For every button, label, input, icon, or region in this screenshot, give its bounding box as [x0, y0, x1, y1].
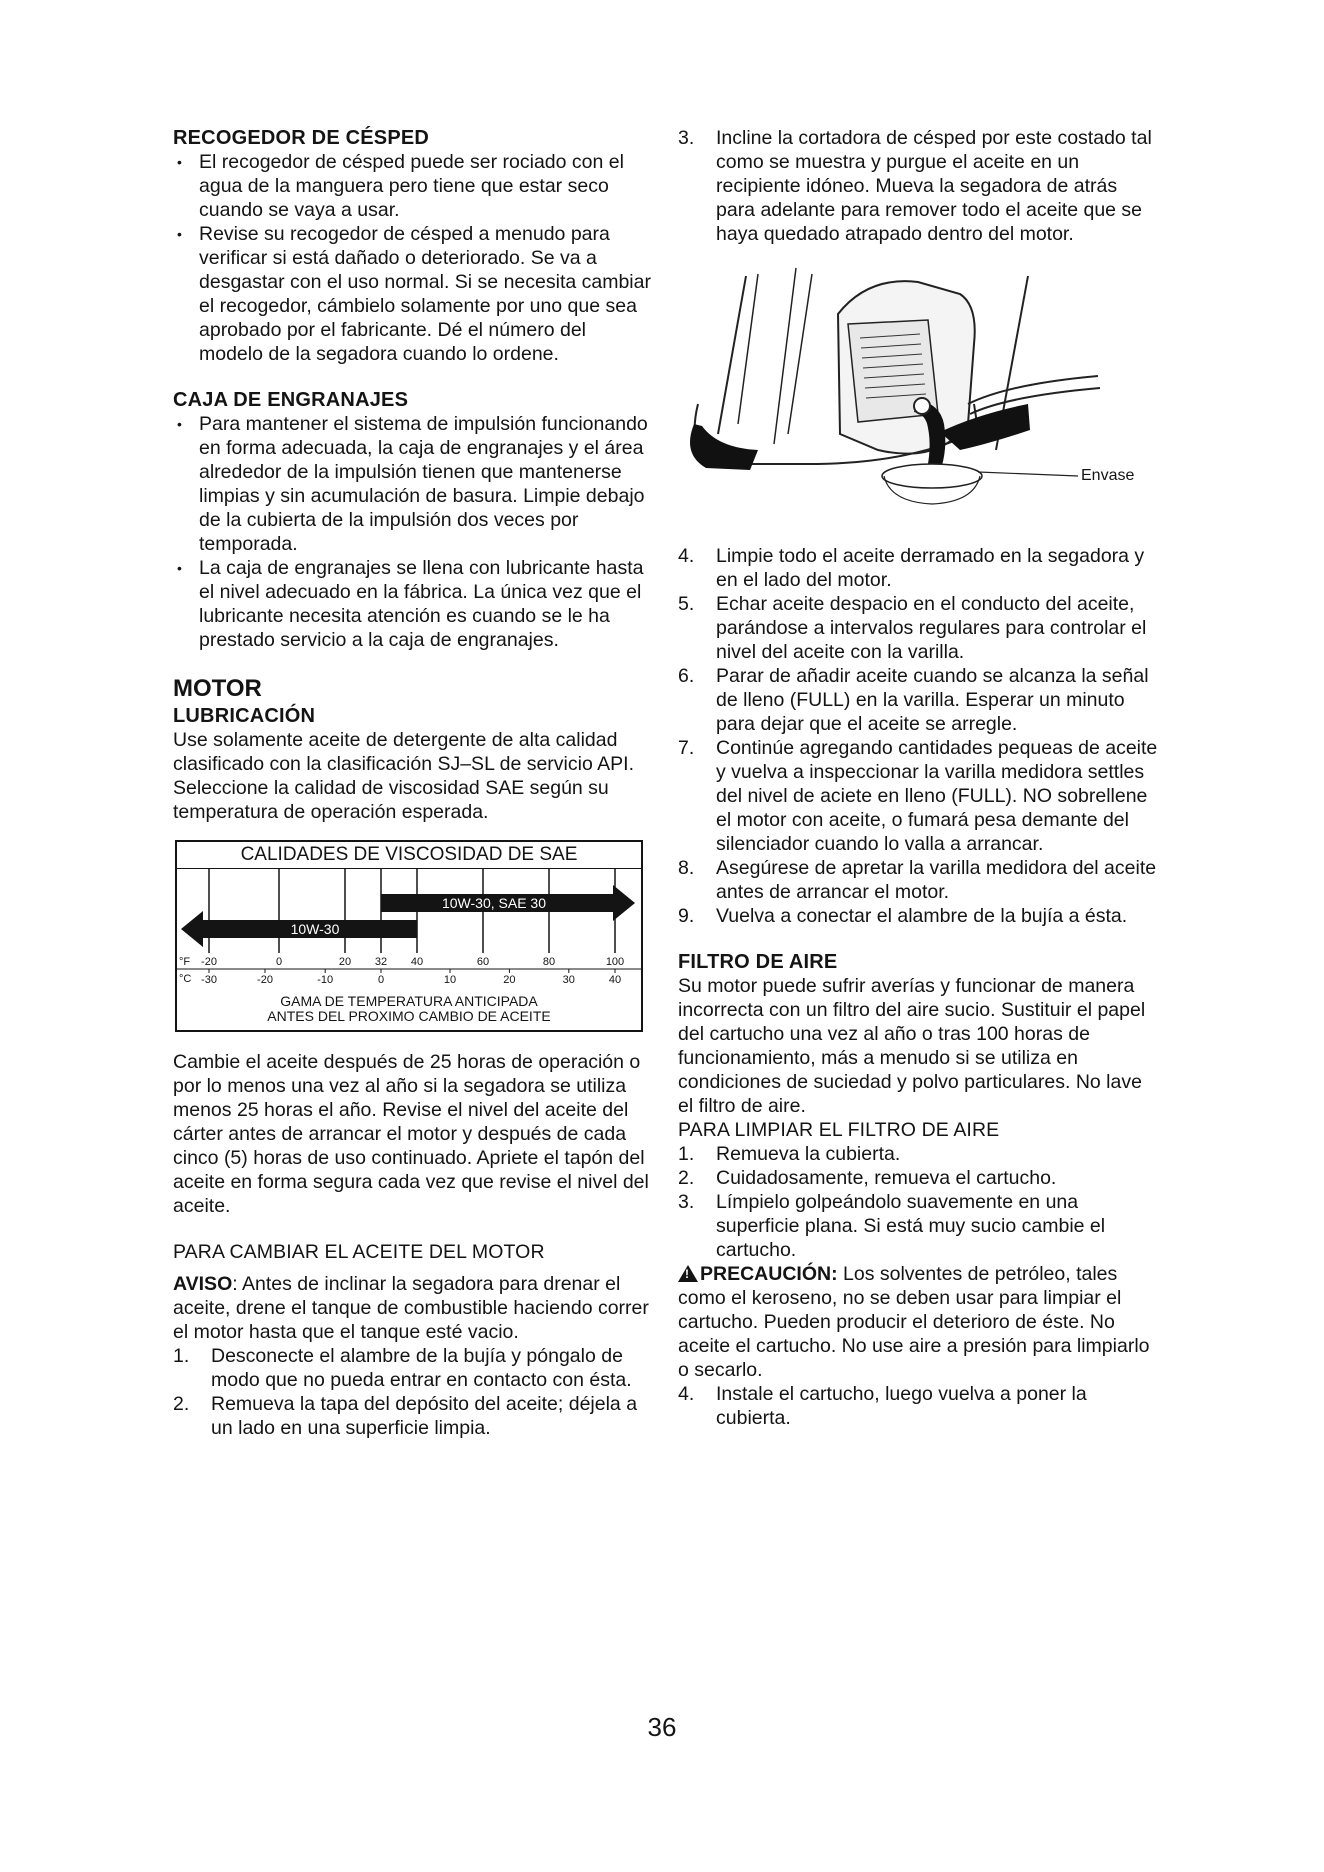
list-item: [678, 1142, 1160, 1166]
page-number: 36: [647, 1712, 677, 1742]
fahrenheit-tick-label: 40: [410, 956, 424, 968]
chart-series-label: 10W-30, SAE 30: [441, 895, 547, 911]
change-oil-steps: [173, 1344, 653, 1440]
grass-bag-section: [173, 126, 653, 366]
change-oil-heading: PARA CAMBIAR EL ACEITE DEL MOTOR: [173, 1241, 545, 1263]
list-item: • El recogedor de césped puede ser rociado con el agua de la manguera pero tiene que estar seco cuando se vaya a usar.: [173, 150, 653, 222]
air-filter-steps: [678, 1142, 1160, 1262]
fahrenheit-tick-label: 32: [374, 956, 388, 968]
notice-paragraph: [173, 1272, 653, 1344]
gearbox-section: [173, 388, 653, 652]
air-filter-heading: FILTRO DE AIRE: [678, 951, 838, 973]
fahrenheit-tick-label: 80: [542, 956, 556, 968]
caution-text: Los solventes de petróleo, tales como el keroseno, no se deben usar para limpiar el cartucho. Pueden producir el deterioro de éste. No aceite el cartucho. No use aire a presión para limpiarlo o secarlo.: [678, 1263, 1150, 1381]
celsius-tick-label: 30: [562, 974, 575, 986]
step-number: 1.: [173, 1345, 190, 1367]
step-number: 7.: [678, 737, 695, 759]
step-number: 2.: [173, 1393, 190, 1415]
step-number: 4.: [678, 1383, 695, 1405]
chart-footer-line: ANTES DEL PROXIMO CAMBIO DE ACEITE: [267, 1008, 551, 1024]
grass-bag-list: [173, 150, 653, 366]
step-text: Remueva la tapa del depósito del aceite; déjela a un lado en una superficie limpia.: [211, 1393, 638, 1439]
step-text: Parar de añadir aceite cuando se alcanza la señal de lleno (FULL) en la varilla. Esperar un minuto para dejar que el aceite se arregle.: [716, 665, 1149, 735]
notice-label: AVISO: [173, 1273, 233, 1295]
step-text: Desconecte el alambre de la bujía y póngalo de modo que no pueda entrar en contacto con ésta.: [211, 1345, 632, 1391]
chart-series-label: 10W-30: [290, 921, 340, 937]
step-number: 4.: [678, 545, 695, 567]
left-column: [173, 126, 653, 1440]
list-item: [678, 856, 1160, 904]
list-item: • La caja de engranajes se llena con lubricante hasta el nivel adecuado en la fábrica. La única vez que el lubricante necesita atención es cuando se le ha prestado servicio a la caja de engranajes.: [173, 556, 653, 652]
gearbox-list: [173, 412, 653, 652]
viscosity-chart-plot: [177, 869, 641, 991]
fahrenheit-tick-label: 20: [338, 956, 352, 968]
celsius-tick-label: -10: [317, 974, 334, 986]
celsius-tick-label: 10: [443, 974, 457, 986]
step-text: Vuelva a conectar el alambre de la bujía a ésta.: [716, 905, 1128, 927]
list-item: • Revise su recogedor de césped a menudo para verificar si está dañado o deteriorado. Se va a desgastar con el uso normal. Si se necesita cambiar el recogedor, cámbielo solamente por uno que sea aprobado por el fabricante. Dé el número del modelo de la segadora cuando lo ordene.: [173, 222, 653, 366]
fahrenheit-unit-label: °F: [179, 956, 191, 968]
step-text: Instale el cartucho, luego vuelva a poner la cubierta.: [716, 1383, 1087, 1429]
fahrenheit-tick-label: 100: [605, 956, 625, 968]
step-text: Remueva la cubierta.: [716, 1143, 901, 1165]
fahrenheit-tick-label: -20: [201, 956, 217, 968]
step-text: Límpielo golpeándolo suavemente en una superficie plana. Si está muy sucio cambie el cartucho.: [716, 1191, 1106, 1261]
celsius-tick-label: 40: [608, 974, 622, 986]
step-number: 1.: [678, 1143, 695, 1165]
gearbox-heading: CAJA DE ENGRANAJES: [173, 389, 409, 411]
drain-steps: [678, 126, 1160, 246]
chart-footer: [177, 991, 641, 1030]
list-item: [678, 1382, 1160, 1430]
chart-title: CALIDADES DE VISCOSIDAD DE SAE: [177, 842, 641, 869]
list-item: [678, 904, 1160, 928]
list-item: [173, 1344, 653, 1392]
step-text: Limpie todo el aceite derramado en la segadora y en el lado del motor.: [716, 545, 1145, 591]
step-number: 3.: [678, 127, 695, 149]
list-item: • Para mantener el sistema de impulsión funcionando en forma adecuada, la caja de engranajes y el área alrededor de la impulsión tienen que mantenerse limpias y sin acumulación de basura. Limpie debajo de la cubierta de la impulsión dos veces por temporada.: [173, 412, 653, 556]
step-number: 6.: [678, 665, 695, 687]
air-filter-steps-final: [678, 1382, 1160, 1430]
step-number: 9.: [678, 905, 695, 927]
list-item: [678, 1166, 1160, 1190]
fahrenheit-tick-label: 60: [476, 956, 490, 968]
refill-steps: [678, 544, 1160, 928]
celsius-tick-label: 0: [377, 974, 385, 986]
motor-heading: MOTOR: [173, 675, 262, 702]
celsius-unit-label: °C: [179, 973, 192, 985]
right-column: [678, 126, 1160, 1430]
change-oil-section: [173, 1240, 653, 1440]
celsius-tick-label: -30: [201, 974, 217, 986]
lubrication-text: Use solamente aceite de detergente de alta calidad clasificado con la clasificación SJ–SL de servicio API. Seleccione la calidad de viscosidad SAE según su temperatura de operación esperada.: [173, 729, 635, 823]
grass-bag-heading: RECOGEDOR DE CÉSPED: [173, 127, 430, 149]
list-item: [678, 1190, 1160, 1262]
step-text: Asegúrese de apretar la varilla medidora del aceite antes de arrancar el motor.: [716, 857, 1157, 903]
list-item: [678, 592, 1160, 664]
step-number: 8.: [678, 857, 695, 879]
step-number: 2.: [678, 1167, 695, 1189]
container-label: Envase: [1081, 467, 1135, 484]
step-number: 3.: [678, 1191, 695, 1213]
step-text: Incline la cortadora de césped por este costado tal como se muestra y purgue el aceite en un recipiente idóneo. Mueva la segadora de atrás para adelante para remover todo el aceite que se haya quedado atrapado dentro del motor.: [716, 127, 1152, 245]
draining-oil-illustration: [678, 254, 1160, 536]
motor-section: [173, 674, 653, 1218]
air-filter-text: Su motor puede sufrir averías y funcionar de manera incorrecta con un filtro del aire sucio. Sustituir el papel del cartucho una vez al año o tras 100 horas de funcionamiento, más a menudo si se utiliza en condiciones de suciedad y polvo particulares. No lave el filtro de aire.: [678, 975, 1146, 1117]
celsius-tick-label: -20: [257, 974, 273, 986]
viscosity-chart: [175, 840, 643, 1032]
clean-filter-heading: PARA LIMPIAR EL FILTRO DE AIRE: [678, 1119, 1000, 1141]
step-text: Cuidadosamente, remueva el cartucho.: [716, 1167, 1057, 1189]
step-text: Echar aceite despacio en el conducto del aceite, parándose a intervalos regulares para controlar el nivel del aceite con la varilla.: [716, 593, 1147, 663]
list-item: [678, 736, 1160, 856]
lubrication-heading: LUBRICACIÓN: [173, 705, 316, 727]
step-number: 5.: [678, 593, 695, 615]
warning-triangle-icon: [678, 1265, 698, 1282]
notice-text: : Antes de inclinar la segadora para drenar el aceite, drene el tanque de combustible haciendo correr el motor hasta que el tanque esté vacio.: [173, 1273, 649, 1343]
caution-label: PRECAUCIÓN:: [700, 1263, 838, 1285]
list-item: [678, 544, 1160, 592]
mower-tilted-image: [678, 254, 1160, 536]
list-item: [678, 664, 1160, 736]
caution-paragraph: [678, 1262, 1160, 1382]
oil-change-text: Cambie el aceite después de 25 horas de operación o por lo menos una vez al año si la segadora se utiliza menos 25 horas el año. Revise el nivel del aceite del cárter antes de arrancar el motor y después de cada cinco (5) horas de uso continuado. Apriete el tapón del aceite en forma segura cada vez que revise el nivel del aceite.: [173, 1051, 649, 1217]
list-item: [173, 1392, 653, 1440]
step-text: Continúe agregando cantidades pequeas de aceite y vuelva a inspeccionar la varilla medidora settles del nivel de aciete en lleno (FULL). NO sobrellene el motor con aceite, o fumará pesa demante del silenciador cuando lo valla a arrancar.: [716, 737, 1158, 855]
air-filter-section: [678, 950, 1160, 1430]
fahrenheit-tick-label: 0: [275, 956, 283, 968]
list-item: [678, 126, 1160, 246]
chart-footer-line: GAMA DE TEMPERATURA ANTICIPADA: [280, 993, 538, 1009]
celsius-tick-label: 20: [503, 974, 516, 986]
